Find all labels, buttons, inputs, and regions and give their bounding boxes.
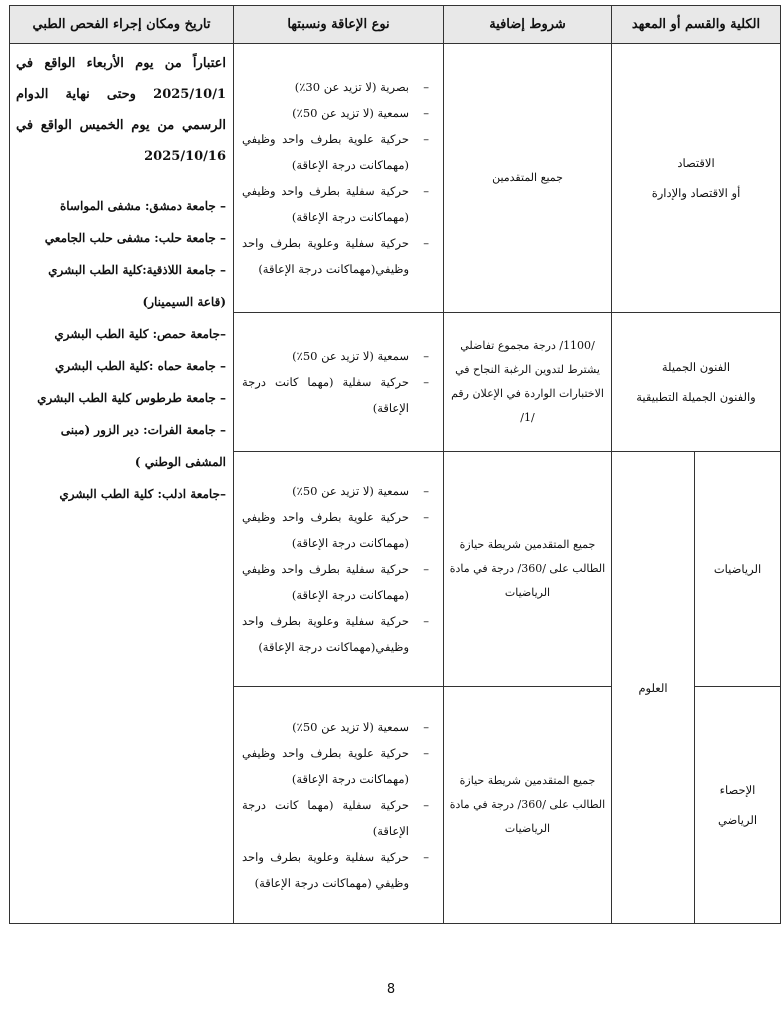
disability-item: – حركية سفلية وعلوية بطرف واحد وظيفي(مهماكانت درجة الإعاقة): [242, 230, 431, 282]
disability-cell: [234, 452, 444, 687]
disability-cell: [234, 44, 444, 313]
exam-location-item: – جامعة اللاذقية:كلية الطب البشري (قاعة السيمينار): [48, 263, 226, 309]
disability-item: – حركية علوية بطرف واحد وظيفي (مهماكانت درجة الإعاقة): [242, 740, 431, 792]
table-header-row: [10, 6, 781, 44]
header-exam: تاريخ ومكان إجراء الفحص الطبي: [10, 6, 234, 44]
disability-item: – سمعية (لا تزيد عن 50٪): [242, 714, 431, 740]
exam-location-item: –جامعة حمص: كلية الطب البشري: [54, 327, 226, 341]
exam-location-item: – جامعة حلب: مشفى حلب الجامعي: [44, 231, 226, 245]
conditions-cell: جميع المتقدمين: [444, 44, 612, 313]
exam-location-item: –جامعة ادلب: كلية الطب البشري: [59, 487, 226, 501]
conditions-cell: /1100/ درجة مجموع تفاضلي يشترط لتدوين الرغبة النجاح في الاختبارات الواردة في الإعلان رقم /1/: [444, 313, 612, 452]
header-disability: نوع الإعاقة ونسبتها: [234, 6, 444, 44]
department-name: الإحصاء: [719, 783, 756, 797]
disability-item: – سمعية (لا تزيد عن 50٪): [242, 478, 431, 504]
disability-item: – حركية علوية بطرف واحد وظيفي (مهماكانت درجة الإعاقة): [242, 504, 431, 556]
college-name: والفنون الجميلة التطبيقية: [636, 390, 756, 404]
exam-dates: اعتباراً من يوم الأربعاء الواقع في 2025/10/1 وحتى نهاية الدوام الرسمي من يوم الخميس الواقع في 2025/10/16: [16, 56, 226, 164]
disability-cell: [234, 687, 444, 924]
exam-location-item: – جامعة حماه :كلية الطب البشري: [54, 359, 226, 373]
college-name: أو الاقتصاد والإدارة: [651, 186, 741, 200]
disability-item: – حركية سفلية بطرف واحد وظيفي (مهماكانت درجة الإعاقة): [242, 556, 431, 608]
faculty-cell: العلوم: [612, 452, 695, 924]
disability-item: – حركية سفلية (مهما كانت درجة الإعاقة): [242, 792, 431, 844]
disability-item: – حركية علوية بطرف واحد وظيفي (مهماكانت درجة الإعاقة): [242, 126, 431, 178]
page-number: 8: [386, 982, 396, 997]
conditions-cell: جميع المتقدمين شريطة حيازة الطالب على /360/ درجة في مادة الرياضيات: [444, 452, 612, 687]
header-conditions: شروط إضافية: [444, 6, 612, 44]
header-college: الكلية والقسم أو المعهد: [612, 6, 781, 44]
disability-item: – حركية سفلية وعلوية بطرف واحد وظيفي (مهماكانت درجة الإعاقة): [242, 844, 431, 896]
exam-location-item: – جامعة طرطوس كلية الطب البشري: [37, 391, 226, 405]
exam-location-item: – جامعة دمشق: مشفى المواساة: [59, 199, 226, 213]
disability-item: – سمعية (لا تزيد عن 50٪): [242, 343, 431, 369]
college-cell: [612, 313, 781, 452]
disability-item: – حركية سفلية وعلوية بطرف واحد وظيفي(مهماكانت درجة الإعاقة): [242, 608, 431, 660]
college-name: الفنون الجميلة: [661, 360, 731, 374]
exam-locations-list: [16, 190, 226, 510]
disability-item: – حركية سفلية بطرف واحد وظيفي (مهماكانت درجة الإعاقة): [242, 178, 431, 230]
department-cell: الرياضيات: [695, 452, 781, 687]
college-name: الاقتصاد: [677, 156, 715, 170]
college-cell: [612, 44, 781, 313]
disability-item: – بصرية (لا تزيد عن 30٪): [242, 74, 431, 100]
exam-info-cell: [10, 44, 234, 924]
disability-item: – سمعية (لا تزيد عن 50٪): [242, 100, 431, 126]
disability-admission-table: [9, 5, 781, 924]
exam-location-item: – جامعة الفرات: دير الزور (مبنى المشفى الوطني ): [60, 423, 226, 469]
disability-item: – حركية سفلية (مهما كانت درجة الإعاقة): [242, 369, 431, 421]
department-cell: [695, 687, 781, 924]
disability-cell: [234, 313, 444, 452]
department-name: الرياضي: [717, 813, 758, 827]
table-row: [10, 44, 781, 313]
conditions-cell: جميع المتقدمين شريطة حيازة الطالب على /360/ درجة في مادة الرياضيات: [444, 687, 612, 924]
